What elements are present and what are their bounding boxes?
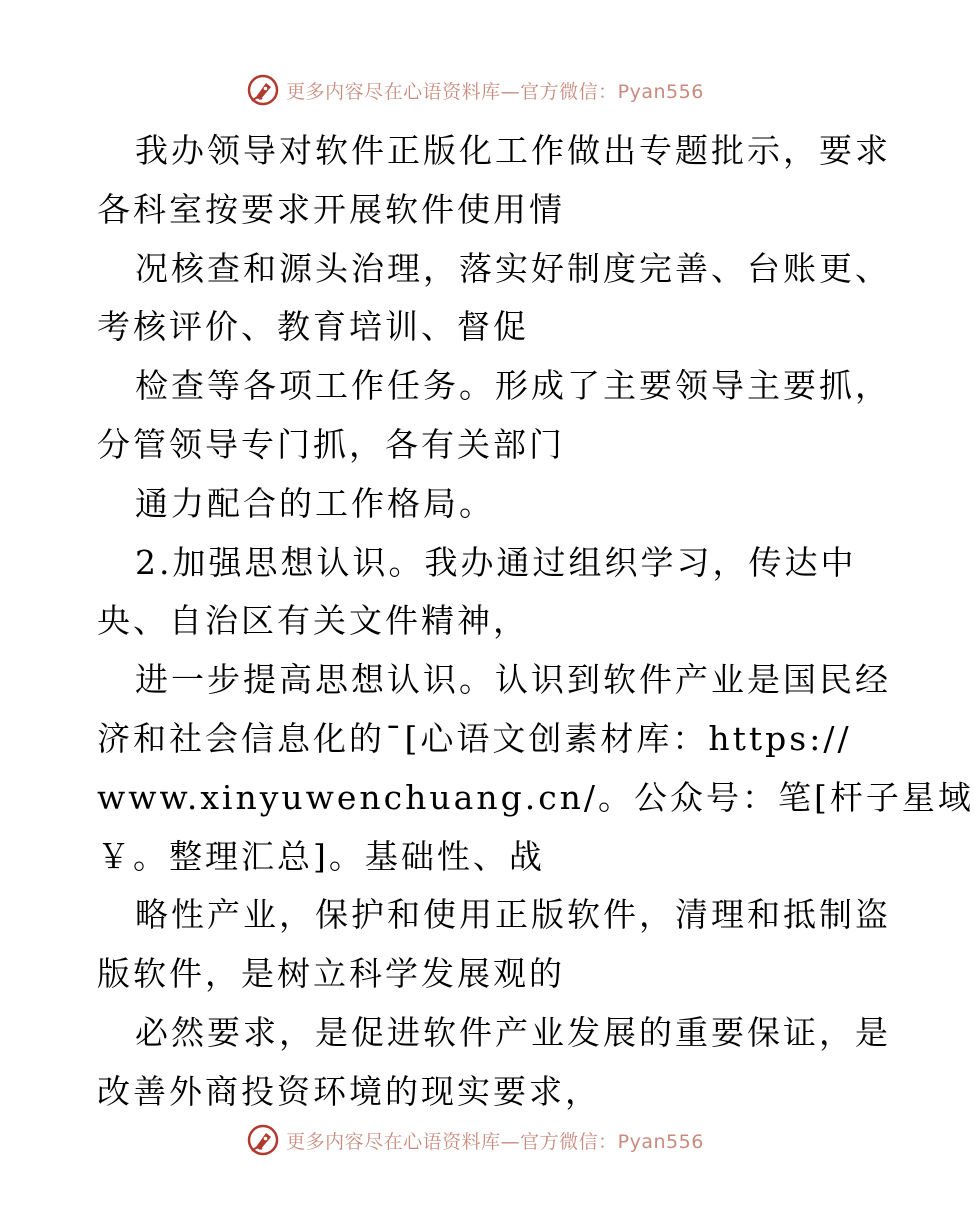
- text-line: 况核查和源头治理，落实好制度完善、台账更、: [135, 248, 891, 288]
- text-line: 检查等各项工作任务。形成了主要领导主要抓，: [135, 366, 891, 406]
- text-line: 改善外商投资环境的现实要求，: [97, 1071, 601, 1111]
- text-line: 2.加强思想认识。我办通过组织学习，传达中: [135, 542, 857, 582]
- pen-nib-circle-logo-icon: [246, 1123, 280, 1157]
- text-line: 央、自治区有关文件精神，: [97, 601, 529, 641]
- text-line: 进一步提高思想认识。认识到软件产业是国民经: [135, 660, 891, 700]
- footer-banner: [0, 1122, 950, 1158]
- text-line: www.xinyuwenchuang.cn/。公众号：笔[杆子星域: [97, 777, 974, 817]
- text-line: 济和社会信息化的¯[心语文创素材库：https://: [97, 718, 852, 758]
- header-banner-text: 更多内容尽在心语资料库—官方微信：Pyan556: [286, 80, 704, 103]
- text-line: 分管领导专门抓，各有关部门: [97, 424, 565, 464]
- pen-nib-circle-logo-icon: [246, 73, 280, 107]
- text-line: 必然要求，是促进软件产业发展的重要保证，是: [135, 1012, 891, 1052]
- text-line: 通力配合的工作格局。: [135, 483, 495, 523]
- text-line: 我办领导对软件正版化工作做出专题批示，要求: [135, 131, 891, 170]
- header-banner: [0, 72, 950, 108]
- document-body: [97, 122, 974, 1122]
- text-line: 考核评价、教育培训、督促: [97, 307, 529, 347]
- footer-banner-text: 更多内容尽在心语资料库—官方微信：Pyan556: [286, 1130, 704, 1153]
- text-line: ￥。整理汇总]。基础性、战: [97, 836, 545, 876]
- text-line: 各科室按要求开展软件使用情: [97, 189, 565, 229]
- text-line: 略性产业，保护和使用正版软件，清理和抵制盗: [135, 895, 891, 935]
- text-line: 版软件，是树立科学发展观的: [97, 954, 565, 994]
